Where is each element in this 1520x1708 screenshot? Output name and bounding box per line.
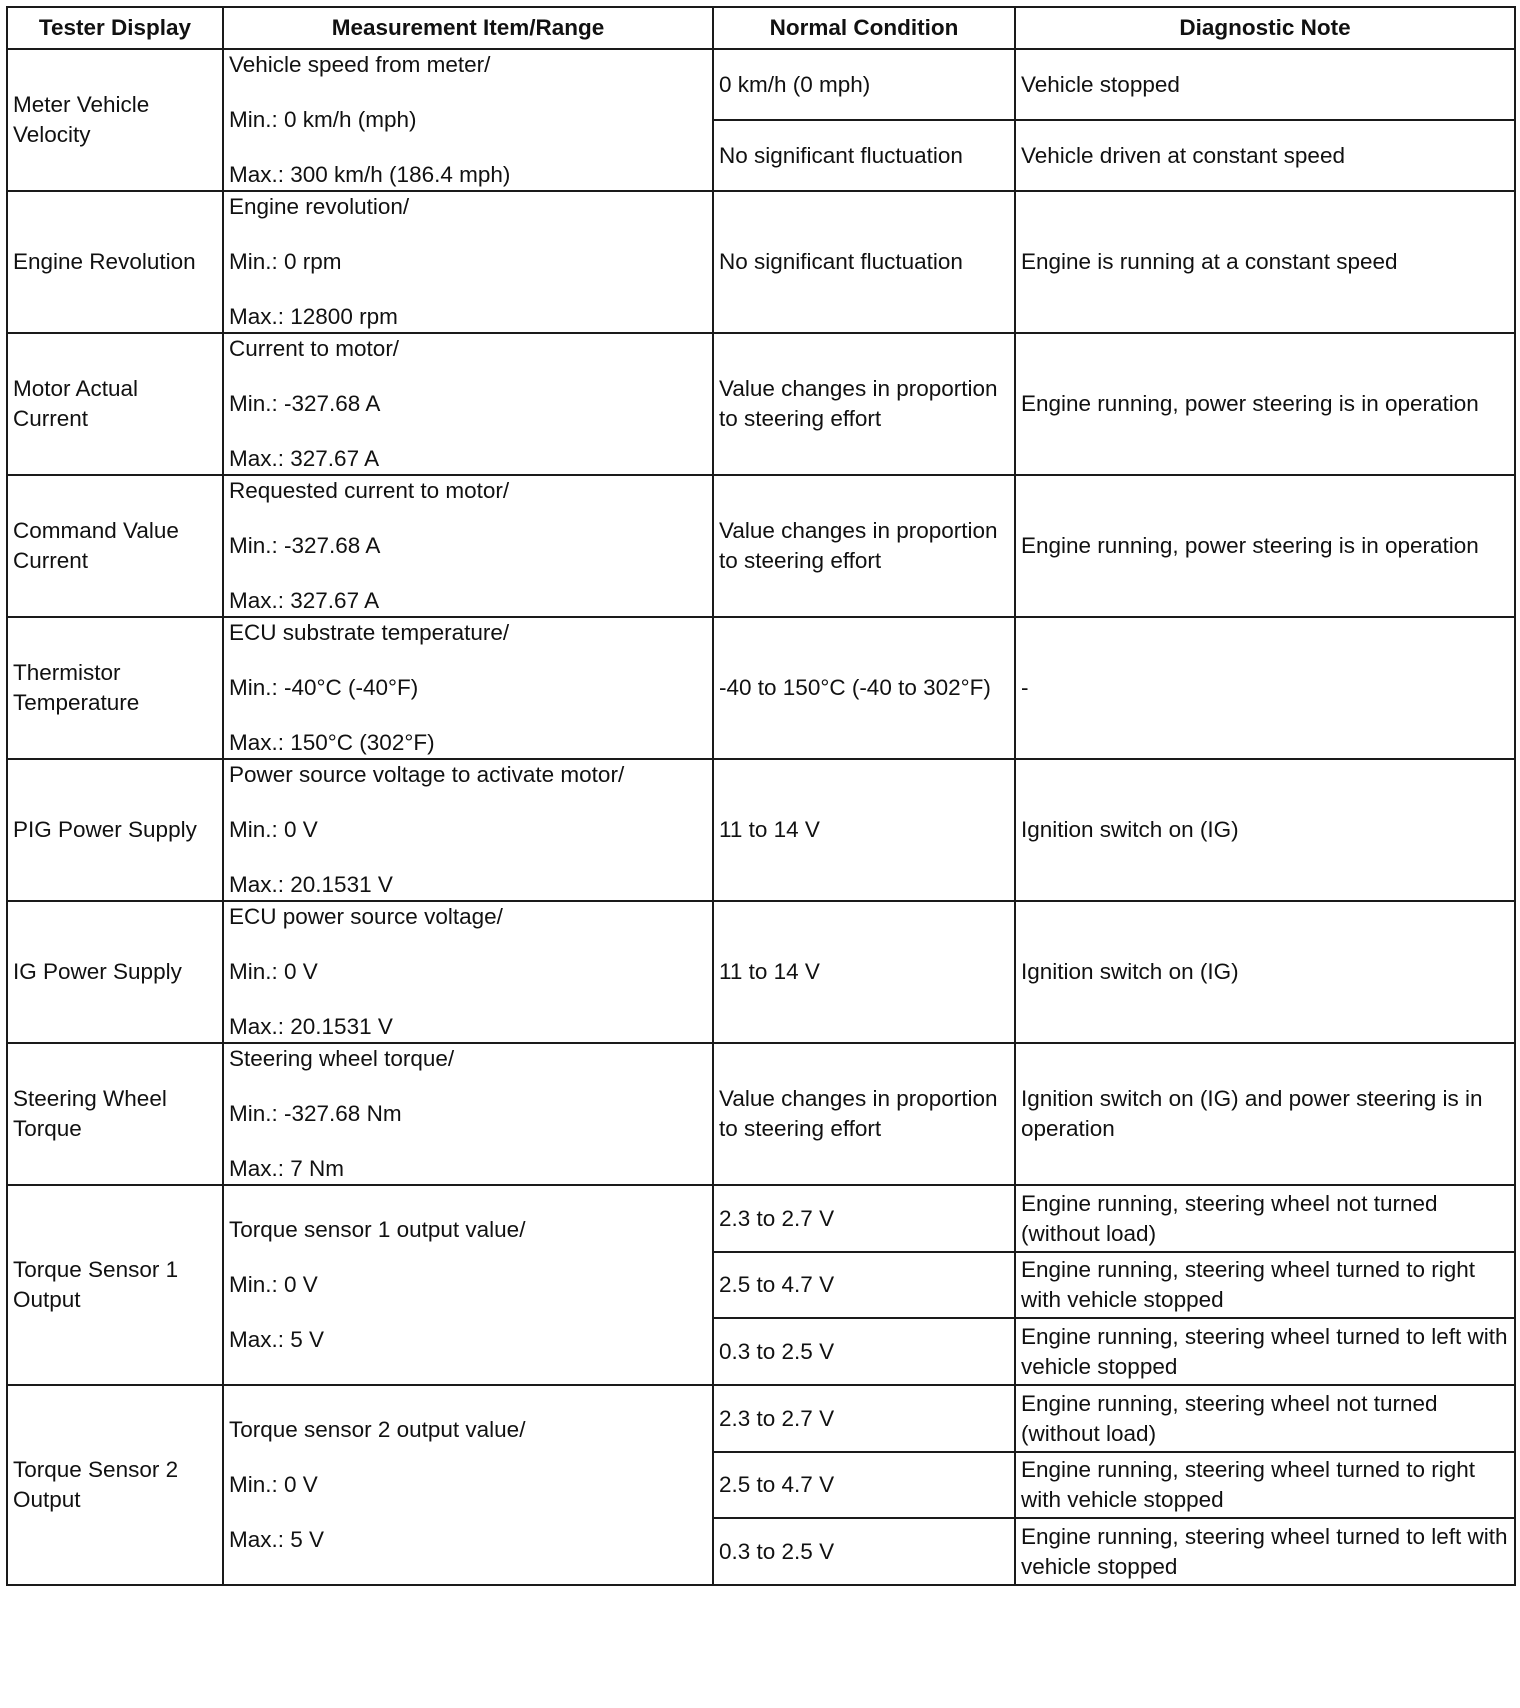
diagnostic-note-cell bbox=[1015, 1385, 1515, 1452]
normal-condition-cell bbox=[713, 1518, 1015, 1585]
tester-display-text: Torque Sensor 2 Output bbox=[13, 1457, 179, 1512]
tester-display-text: Torque Sensor 1 Output bbox=[13, 1257, 179, 1312]
range-line: Max.: 327.67 A bbox=[229, 588, 380, 613]
tester-display-cell bbox=[7, 475, 223, 617]
range-line: Min.: -327.68 Nm bbox=[229, 1101, 402, 1126]
normal-condition-cell bbox=[713, 333, 1015, 475]
tester-display-text: Engine Revolution bbox=[13, 249, 196, 274]
normal-condition-text: 2.3 to 2.7 V bbox=[719, 1405, 835, 1431]
range-line: Vehicle speed from meter/ bbox=[229, 52, 491, 77]
normal-condition-cell bbox=[713, 1385, 1015, 1452]
diagnostic-note-text: Engine running, steering wheel not turned (without load) bbox=[1021, 1190, 1438, 1246]
range-line: Min.: 0 km/h (mph) bbox=[229, 107, 417, 132]
tester-display-text: IG Power Supply bbox=[13, 959, 182, 984]
range-line: Requested current to motor/ bbox=[229, 478, 510, 503]
table-row bbox=[7, 333, 1515, 475]
range-line: Engine revolution/ bbox=[229, 194, 410, 219]
diagnostic-note-cell bbox=[1015, 120, 1515, 191]
normal-condition-cell bbox=[713, 1318, 1015, 1385]
range-line: Max.: 300 km/h (186.4 mph) bbox=[229, 162, 511, 187]
normal-condition-text: 0.3 to 2.5 V bbox=[719, 1538, 835, 1564]
diagnostic-note-text: Ignition switch on (IG) bbox=[1021, 817, 1239, 842]
data-list-table bbox=[6, 6, 1516, 1586]
tester-display-text: Thermistor Temperature bbox=[13, 660, 140, 715]
measurement-range-cell bbox=[223, 1385, 713, 1585]
normal-condition-text: No significant fluctuation bbox=[719, 249, 963, 274]
diagnostic-note-text: Engine running, steering wheel turned to left with vehicle stopped bbox=[1021, 1523, 1508, 1579]
measurement-range-cell bbox=[223, 191, 713, 333]
diagnostic-note-cell bbox=[1015, 1185, 1515, 1252]
diagnostic-note-text: Engine running, steering wheel not turned (without load) bbox=[1021, 1390, 1438, 1446]
tester-display-cell bbox=[7, 49, 223, 191]
tester-display-cell bbox=[7, 759, 223, 901]
diagnostic-note-cell bbox=[1015, 901, 1515, 1043]
diagnostic-note-text: Engine running, steering wheel turned to right with vehicle stopped bbox=[1021, 1257, 1476, 1312]
header-measurement-range: Measurement Item/Range bbox=[223, 7, 713, 49]
header-normal-condition: Normal Condition bbox=[713, 7, 1015, 49]
range-line: Min.: 0 V bbox=[229, 1272, 318, 1297]
tester-display-cell bbox=[7, 617, 223, 759]
diagnostic-note-cell bbox=[1015, 1043, 1515, 1185]
range-line: Min.: 0 V bbox=[229, 1472, 318, 1497]
range-line: Min.: 0 V bbox=[229, 817, 318, 842]
range-line: Min.: -327.68 A bbox=[229, 533, 381, 558]
diagnostic-note-cell bbox=[1015, 475, 1515, 617]
diagnostic-note-cell bbox=[1015, 1318, 1515, 1385]
normal-condition-cell bbox=[713, 1252, 1015, 1318]
normal-condition-text: 11 to 14 V bbox=[719, 959, 820, 984]
normal-condition-text: -40 to 150°C (-40 to 302°F) bbox=[719, 675, 991, 700]
normal-condition-cell bbox=[713, 617, 1015, 759]
normal-condition-cell bbox=[713, 120, 1015, 191]
diagnostic-note-cell bbox=[1015, 1252, 1515, 1318]
tester-display-cell bbox=[7, 1043, 223, 1185]
tester-display-text: Motor Actual Current bbox=[13, 376, 139, 431]
diagnostic-note-cell bbox=[1015, 1452, 1515, 1518]
range-line: ECU substrate temperature/ bbox=[229, 620, 510, 645]
range-line: Max.: 12800 rpm bbox=[229, 304, 398, 329]
diagnostic-note-text: Ignition switch on (IG) bbox=[1021, 959, 1239, 984]
measurement-range-cell bbox=[223, 1043, 713, 1185]
diagnostic-note-text: Vehicle driven at constant speed bbox=[1021, 142, 1345, 168]
measurement-range-cell bbox=[223, 49, 713, 191]
table-row bbox=[7, 901, 1515, 1043]
tester-display-cell bbox=[7, 901, 223, 1043]
measurement-range-cell bbox=[223, 617, 713, 759]
diagnostic-note-text: Ignition switch on (IG) and power steering is in operation bbox=[1021, 1086, 1483, 1141]
range-line: Current to motor/ bbox=[229, 336, 400, 361]
range-line: Power source voltage to activate motor/ bbox=[229, 762, 625, 787]
tester-display-cell bbox=[7, 1185, 223, 1385]
diagnostic-note-cell bbox=[1015, 759, 1515, 901]
table-row bbox=[7, 49, 1515, 120]
table-row bbox=[7, 475, 1515, 617]
diagnostic-note-text: Engine running, steering wheel turned to left with vehicle stopped bbox=[1021, 1323, 1508, 1379]
range-line: Min.: 0 rpm bbox=[229, 249, 342, 274]
document bbox=[6, 6, 1516, 1586]
normal-condition-text: 0.3 to 2.5 V bbox=[719, 1338, 835, 1364]
header-diagnostic-note: Diagnostic Note bbox=[1015, 7, 1515, 49]
normal-condition-cell bbox=[713, 49, 1015, 120]
range-line: Min.: -327.68 A bbox=[229, 391, 381, 416]
diagnostic-note-cell bbox=[1015, 1518, 1515, 1585]
normal-condition-text: Value changes in proportion to steering effort bbox=[719, 518, 998, 573]
measurement-range-cell bbox=[223, 759, 713, 901]
table-row bbox=[7, 759, 1515, 901]
tester-display-text: Meter Vehicle Velocity bbox=[13, 92, 150, 147]
table-row bbox=[7, 617, 1515, 759]
tester-display-cell bbox=[7, 1385, 223, 1585]
normal-condition-cell bbox=[713, 1452, 1015, 1518]
table-body bbox=[7, 49, 1515, 1585]
normal-condition-cell bbox=[713, 475, 1015, 617]
normal-condition-cell bbox=[713, 191, 1015, 333]
measurement-range-cell bbox=[223, 1185, 713, 1385]
range-line: Steering wheel torque/ bbox=[229, 1046, 455, 1071]
tester-display-cell bbox=[7, 333, 223, 475]
diagnostic-note-text: Engine running, power steering is in operation bbox=[1021, 391, 1479, 416]
diagnostic-note-cell bbox=[1015, 617, 1515, 759]
range-line: Max.: 327.67 A bbox=[229, 446, 380, 471]
tester-display-cell bbox=[7, 191, 223, 333]
table-row bbox=[7, 191, 1515, 333]
range-line: ECU power source voltage/ bbox=[229, 904, 503, 929]
normal-condition-text: Value changes in proportion to steering effort bbox=[719, 1086, 998, 1141]
range-line: Max.: 150°C (302°F) bbox=[229, 730, 435, 755]
measurement-range-cell bbox=[223, 333, 713, 475]
tester-display-text: PIG Power Supply bbox=[13, 817, 197, 842]
measurement-range-cell bbox=[223, 475, 713, 617]
diagnostic-note-text: Engine is running at a constant speed bbox=[1021, 249, 1398, 274]
diagnostic-note-text: Engine running, power steering is in operation bbox=[1021, 533, 1479, 558]
normal-condition-cell bbox=[713, 1185, 1015, 1252]
range-line: Max.: 5 V bbox=[229, 1527, 325, 1552]
measurement-range-cell bbox=[223, 901, 713, 1043]
range-line: Min.: -40°C (-40°F) bbox=[229, 675, 419, 700]
normal-condition-text: 2.5 to 4.7 V bbox=[719, 1272, 835, 1297]
normal-condition-text: 2.5 to 4.7 V bbox=[719, 1472, 835, 1497]
diagnostic-note-text: Engine running, steering wheel turned to right with vehicle stopped bbox=[1021, 1457, 1476, 1512]
tester-display-text: Command Value Current bbox=[13, 518, 179, 573]
normal-condition-cell bbox=[713, 1043, 1015, 1185]
diagnostic-note-cell bbox=[1015, 49, 1515, 120]
range-line: Min.: 0 V bbox=[229, 959, 318, 984]
diagnostic-note-text: Vehicle stopped bbox=[1021, 71, 1180, 97]
table-row bbox=[7, 1043, 1515, 1185]
range-line: Max.: 7 Nm bbox=[229, 1156, 345, 1181]
header-tester-display: Tester Display bbox=[7, 7, 223, 49]
table-row bbox=[7, 1385, 1515, 1452]
normal-condition-text: No significant fluctuation bbox=[719, 142, 963, 168]
normal-condition-text: Value changes in proportion to steering effort bbox=[719, 376, 998, 431]
table-header-row bbox=[7, 7, 1515, 49]
normal-condition-text: 2.3 to 2.7 V bbox=[719, 1205, 835, 1231]
range-line: Max.: 5 V bbox=[229, 1327, 325, 1352]
diagnostic-note-cell bbox=[1015, 333, 1515, 475]
normal-condition-text: 11 to 14 V bbox=[719, 817, 820, 842]
normal-condition-cell bbox=[713, 759, 1015, 901]
table-row bbox=[7, 1185, 1515, 1252]
diagnostic-note-text: - bbox=[1021, 675, 1029, 700]
range-line: Torque sensor 1 output value/ bbox=[229, 1217, 526, 1242]
range-line: Max.: 20.1531 V bbox=[229, 872, 393, 897]
range-line: Max.: 20.1531 V bbox=[229, 1014, 393, 1039]
range-line: Torque sensor 2 output value/ bbox=[229, 1417, 526, 1442]
diagnostic-note-cell bbox=[1015, 191, 1515, 333]
tester-display-text: Steering Wheel Torque bbox=[13, 1086, 167, 1141]
normal-condition-cell bbox=[713, 901, 1015, 1043]
normal-condition-text: 0 km/h (0 mph) bbox=[719, 71, 871, 97]
